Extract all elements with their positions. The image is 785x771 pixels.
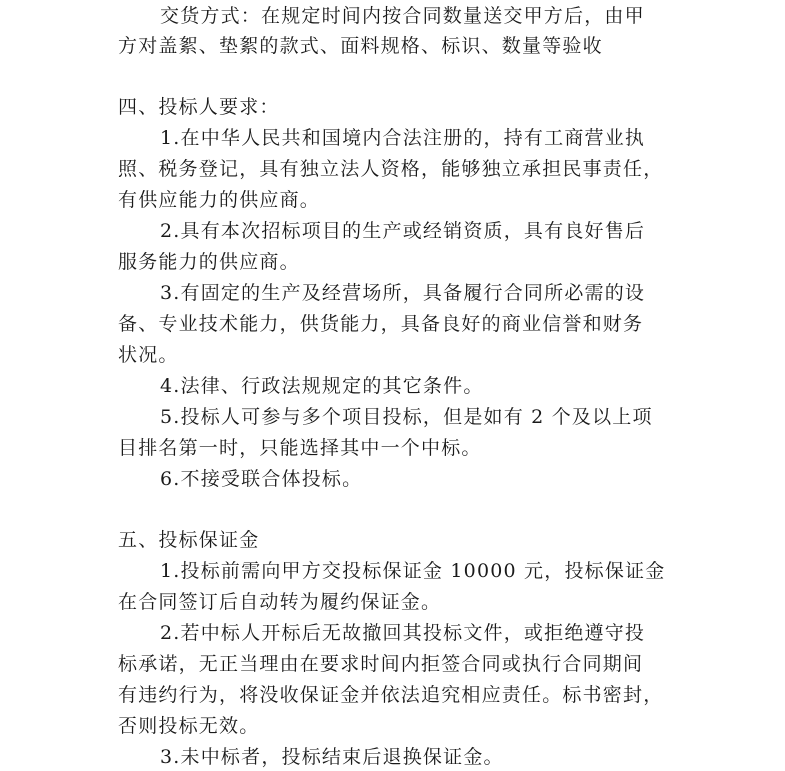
bidder-req-5-line-2: 目排名第一时，只能选择其中一个中标。	[118, 437, 482, 459]
bidder-req-3-line-2: 备、专业技术能力，供货能力，具备良好的商业信誉和财务	[118, 313, 644, 335]
bidder-req-1-line-1: 1.在中华人民共和国境内合法注册的，持有工商营业执	[160, 127, 646, 149]
bidder-req-2-line-2: 服务能力的供应商。	[118, 251, 300, 273]
deposit-3: 3.未中标者，投标结束后退换保证金。	[160, 746, 504, 768]
deposit-2-line-1: 2.若中标人开标后无故撤回其投标文件，或拒绝遵守投	[160, 622, 646, 644]
section-4-heading: 四、投标人要求：	[118, 96, 280, 118]
deposit-1-line-1: 1.投标前需向甲方交投标保证金 10000 元，投标保证金	[160, 560, 666, 582]
bidder-req-2-line-1: 2.具有本次招标项目的生产或经销资质，具有良好售后	[160, 220, 646, 242]
bidder-req-4: 4.法律、行政法规规定的其它条件。	[160, 375, 484, 397]
delivery-method-line-1: 交货方式：在规定时间内按合同数量送交甲方后，由甲	[160, 5, 645, 27]
section-5-heading: 五、投标保证金	[118, 529, 260, 551]
deposit-1-line-2: 在合同签订后自动转为履约保证金。	[118, 591, 442, 613]
deposit-2-line-2: 标承诺，无正当理由在要求时间内拒签合同或执行合同期间	[118, 653, 644, 675]
deposit-2-line-4: 否则投标无效。	[118, 715, 260, 737]
bidder-req-6: 6.不接受联合体投标。	[160, 468, 363, 490]
deposit-2-line-3: 有违约行为，将没收保证金并依法追究相应责任。标书密封，	[118, 684, 664, 706]
bidder-req-1-line-2: 照、税务登记，具有独立法人资格，能够独立承担民事责任，	[118, 158, 664, 180]
delivery-method-line-2: 方对盖絮、垫絮的款式、面料规格、标识、数量等验收	[118, 35, 603, 57]
bidder-req-3-line-1: 3.有固定的生产及经营场所，具备履行合同所必需的设	[160, 282, 646, 304]
bidder-req-1-line-3: 有供应能力的供应商。	[118, 189, 321, 211]
bidder-req-5-line-1: 5.投标人可参与多个项目投标，但是如有 2 个及以上项	[160, 406, 653, 428]
bidder-req-3-line-3: 状况。	[118, 344, 179, 366]
